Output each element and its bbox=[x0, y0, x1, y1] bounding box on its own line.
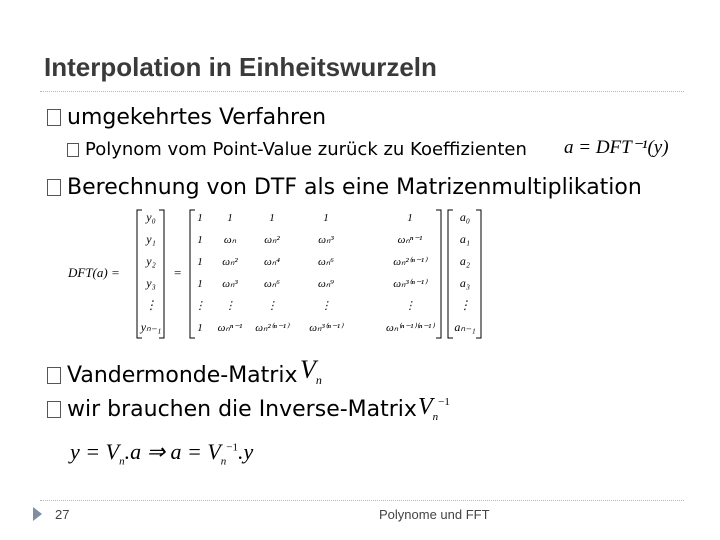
bottom-eq-part-3: .y bbox=[238, 439, 254, 464]
vn-inverse-formula bbox=[418, 394, 450, 423]
inverse-dft-formula: a = DFT⁻¹(y) bbox=[564, 137, 669, 158]
title-divider bbox=[40, 91, 684, 92]
dft-matrix-equation bbox=[64, 204, 484, 344]
matrix-cell: ωₙ⁴ bbox=[264, 256, 280, 268]
matrix-cell: ωₙⁿ⁻¹ bbox=[217, 322, 243, 334]
vn-symbol: V bbox=[300, 355, 316, 384]
a-vector-entry: a₀ bbox=[459, 210, 471, 224]
matrix-cell: ωₙ⁽ⁿ⁻¹⁾⁽ⁿ⁻¹⁾ bbox=[385, 322, 435, 334]
bottom-equation bbox=[70, 439, 253, 467]
matrix-cell: ωₙ⁶ bbox=[318, 256, 334, 268]
bullet-box-icon bbox=[47, 179, 61, 196]
a-vector-entry: aₙ₋₁ bbox=[454, 320, 476, 334]
page-number: 27 bbox=[55, 507, 70, 522]
matrix-cell: ωₙ bbox=[223, 234, 237, 246]
matrix-cell: ωₙ³ bbox=[318, 234, 334, 246]
dft-lhs: DFT(a) = bbox=[68, 265, 120, 280]
y-vector-bracket-right bbox=[159, 210, 164, 338]
vn-inv-subscript: n bbox=[432, 410, 439, 423]
bullet-text: Vandermonde-Matrix bbox=[67, 363, 298, 388]
bottom-eq-part-2: .a ⇒ a = V bbox=[124, 439, 221, 464]
matrix-cell: ωₙ²⁽ⁿ⁻¹⁾ bbox=[393, 256, 427, 268]
bottom-eq-sup-2: −1 bbox=[226, 441, 238, 454]
matrix-cell: ωₙ⁶ bbox=[264, 278, 280, 290]
a-vector-entry: a₃ bbox=[459, 276, 471, 290]
bottom-eq-sub-2: n bbox=[220, 455, 227, 468]
vn-formula bbox=[300, 355, 322, 388]
bullet-box-icon bbox=[47, 367, 61, 384]
matrix-cell: ⋮ bbox=[320, 300, 332, 312]
bottom-eq-sub-1: n bbox=[119, 455, 125, 468]
bullet-box-icon bbox=[47, 109, 61, 126]
footer-arrow-icon bbox=[33, 507, 42, 521]
matrix-cell: 1 bbox=[323, 212, 329, 224]
bullet-text: Berechnung von DTF als eine Matrizenmultiplikation bbox=[67, 175, 642, 200]
bullet-text: wir brauchen die Inverse-Matrix bbox=[67, 397, 417, 422]
matrix-cell: 1 bbox=[227, 212, 233, 224]
matrix-cell: ωₙ² bbox=[222, 256, 238, 268]
vn-inv-symbol: V bbox=[418, 394, 433, 420]
a-vector bbox=[454, 210, 475, 334]
y-vector-entry: y₃ bbox=[146, 276, 156, 290]
matrix-cell: ⋮ bbox=[266, 300, 278, 312]
y-vector-entry: ⋮ bbox=[145, 298, 157, 312]
matrix-cell: ⋮ bbox=[224, 300, 236, 312]
bullet-vandermonde bbox=[47, 363, 297, 388]
y-vector bbox=[140, 210, 162, 334]
footer-label: Polynome und FFT bbox=[379, 507, 490, 522]
y-vector-bracket-left bbox=[137, 210, 142, 338]
bullet-box-icon bbox=[47, 401, 61, 418]
a-vector-bracket-left bbox=[448, 210, 453, 338]
a-vector-entry: a₁ bbox=[459, 232, 471, 246]
matrix-cell: ⋮ bbox=[404, 300, 416, 312]
subbullet-polynom bbox=[67, 139, 527, 160]
y-vector-entry: y₂ bbox=[146, 254, 156, 268]
matrix-bracket-left bbox=[190, 210, 195, 338]
matrix-cell: 1 bbox=[197, 256, 203, 268]
matrix-cell: 1 bbox=[197, 212, 203, 224]
matrix-cell: ⋮ bbox=[194, 300, 206, 312]
bullet-umgekehrtes-verfahren bbox=[47, 105, 326, 130]
y-vector-entry: y₁ bbox=[146, 232, 156, 246]
matrix-cell: ωₙ³⁽ⁿ⁻¹⁾ bbox=[309, 322, 343, 334]
matrix-cell: ωₙ²⁽ⁿ⁻¹⁾ bbox=[255, 322, 289, 334]
y-vector-entry: y₀ bbox=[146, 210, 156, 224]
matrix-cell: 1 bbox=[197, 234, 203, 246]
bullet-text: Polynom vom Point-Value zurück zu Koeffizienten bbox=[85, 139, 527, 160]
slide-title: Interpolation in Einheitswurzeln bbox=[44, 52, 437, 82]
footer-divider bbox=[40, 500, 684, 501]
matrix-cell: 1 bbox=[197, 278, 203, 290]
a-vector-bracket-right bbox=[476, 210, 481, 338]
matrix-bracket-right bbox=[436, 210, 441, 338]
bullet-inverse-matrix bbox=[47, 397, 417, 422]
bottom-eq-part-1: y = V bbox=[70, 439, 120, 464]
bullet-berechnung bbox=[47, 175, 642, 200]
equals-sign: = bbox=[174, 265, 182, 280]
matrix-cell: ωₙ⁹ bbox=[318, 278, 334, 290]
bullet-text: umgekehrtes Verfahren bbox=[67, 105, 327, 130]
bullet-box-icon bbox=[67, 143, 79, 157]
matrix-cell: ωₙⁿ⁻¹ bbox=[397, 234, 423, 246]
a-vector-entry: a₂ bbox=[459, 254, 471, 268]
matrix-cell: 1 bbox=[407, 212, 413, 224]
matrix-cell: 1 bbox=[197, 322, 203, 334]
vn-inv-superscript: −1 bbox=[438, 396, 450, 408]
matrix-cell: ωₙ³⁽ⁿ⁻¹⁾ bbox=[393, 278, 427, 290]
matrix-cell: ωₙ² bbox=[264, 234, 280, 246]
vn-subscript: n bbox=[315, 373, 322, 388]
matrix-cell: 1 bbox=[269, 212, 275, 224]
y-vector-entry: yₙ₋₁ bbox=[140, 320, 162, 334]
vandermonde-matrix-cells bbox=[195, 212, 436, 334]
matrix-cell: ωₙ³ bbox=[222, 278, 238, 290]
a-vector-entry: ⋮ bbox=[459, 298, 471, 312]
